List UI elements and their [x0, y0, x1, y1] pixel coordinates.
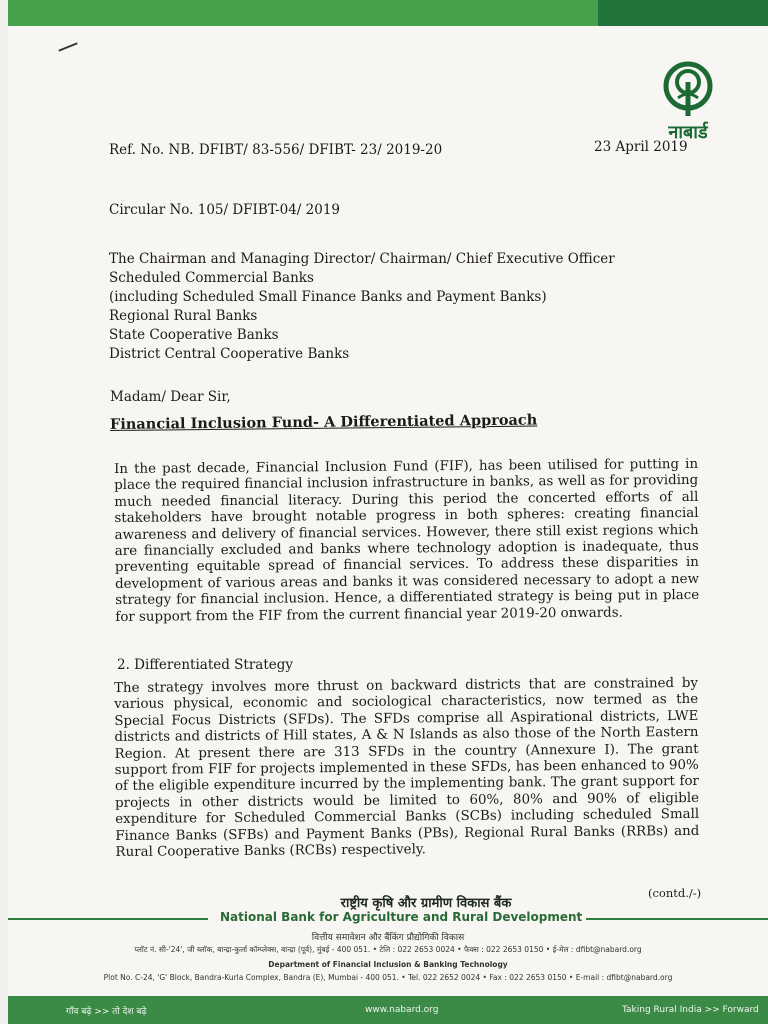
nabard-logo-text: नाबार्ड: [668, 122, 708, 143]
letter-date: 23 April 2019: [594, 139, 688, 155]
footer-hindi-address: प्लॉट नं. सी-'24', जी ब्लॉक, बान्द्रा-कुर्ला कॉम्प्लेक्स, बान्द्रा (पूर्व), मुंबई - 400 051. • टेलि : 022 2653 0024 • फैक्स : 022 2653 0150 • ई-मेल : dfibt@nabard.org: [134, 945, 642, 954]
addressee-line: Scheduled Commercial Banks: [109, 270, 314, 286]
body-paragraph-1: In the past decade, Financial Inclusion Fund (FIF), has been utilised for putting in place the required financial inclusion infrastructure in banks, as well as for providing much needed financial literacy. During this period the concerted efforts of all stakeholders have brought notable progress in both spheres: creating financial awareness and delivery of financial services. However, there still exist regions which are financially excluded and banks where technology adoption is inadequate, thus preventing equitable spread of financial services. To address these disparities in development of various areas and banks it was considered necessary to adopt a new strategy for financial inclusion. Hence, a differentiated strategy is being put in place for support from the FIF from the current financial year 2019-20 onwards.: [114, 456, 700, 625]
addressee-line: The Chairman and Managing Director/ Chairman/ Chief Executive Officer: [109, 251, 615, 267]
subject-heading: Financial Inclusion Fund- A Differentiated Approach: [109, 411, 538, 433]
footer-website-link[interactable]: www.nabard.org: [365, 1005, 439, 1015]
footer-department: Department of Financial Inclusion & Banking Technology: [268, 960, 508, 969]
body-paragraph-2: The strategy involves more thrust on backward districts that are constrained by various physical, economic and sociological characteristics, now termed as the Special Focus Districts (SFDs). The SFDs comprise all Aspirational districts, LWE districts and districts of Hill states, A & N Islands as also those of the North Eastern Region. At present there are 313 SFDs in the country (Annexure I). The grant support from FIF for projects implemented in these SFDs, has been enhanced to 90% of the eligible expenditure incurred by the implementing bank. The grant support for projects in other districts would be limited to 60%, 80% and 90% of eligible expenditure for Scheduled Commercial Banks (SCBs) including scheduled Small Finance Banks (SFBs) and Payment Banks (PBs), Regional Rural Banks (RRBs) and Rural Cooperative Banks (RCBs) respectively.: [114, 675, 700, 861]
footer-tagline-english: Taking Rural India >> Forward: [622, 1005, 759, 1015]
footer-color-bar: [8, 996, 768, 1024]
footer-english-name: National Bank for Agriculture and Rural Development: [220, 910, 583, 924]
header-color-bar: [8, 0, 768, 26]
footer-address: Plot No. C-24, 'G' Block, Bandra-Kurla Complex, Bandra (E), Mumbai - 400 051. • Tel. 022 2652 0024 • Fax : 022 2653 0150 • E-mail : dfibt@nabard.org: [103, 973, 673, 982]
salutation: Madam/ Dear Sir,: [110, 389, 231, 405]
addressee-line: Regional Rural Banks: [109, 308, 258, 324]
addressee-line: (including Scheduled Small Finance Banks and Payment Banks): [109, 289, 547, 305]
addressee-line: District Central Cooperative Banks: [109, 346, 350, 362]
footer-tagline-hindi: गाँव बढ़े >> तो देश बढ़े: [66, 1006, 147, 1017]
addressee-block: [109, 250, 615, 364]
footer-rule-right: [586, 918, 768, 920]
header-bar-light-segment: [8, 0, 598, 26]
footer-hindi-department: वित्तीय समावेशन और बैंकिंग प्रौद्योगिकी विकास: [311, 933, 465, 943]
continued-marker: (contd./-): [648, 886, 702, 900]
section-heading-2: 2. Differentiated Strategy: [117, 657, 294, 673]
footer-rule-left: [8, 918, 208, 920]
reference-number: Ref. No. NB. DFIBT/ 83-556/ DFIBT- 23/ 2019-20: [109, 142, 443, 158]
addressee-line: State Cooperative Banks: [109, 327, 279, 343]
circular-number: Circular No. 105/ DFIBT-04/ 2019: [109, 202, 341, 218]
footer-hindi-name: राष्ट्रीय कृषि और ग्रामीण विकास बैंक: [340, 896, 512, 911]
header-bar-dark-segment: [598, 0, 768, 26]
